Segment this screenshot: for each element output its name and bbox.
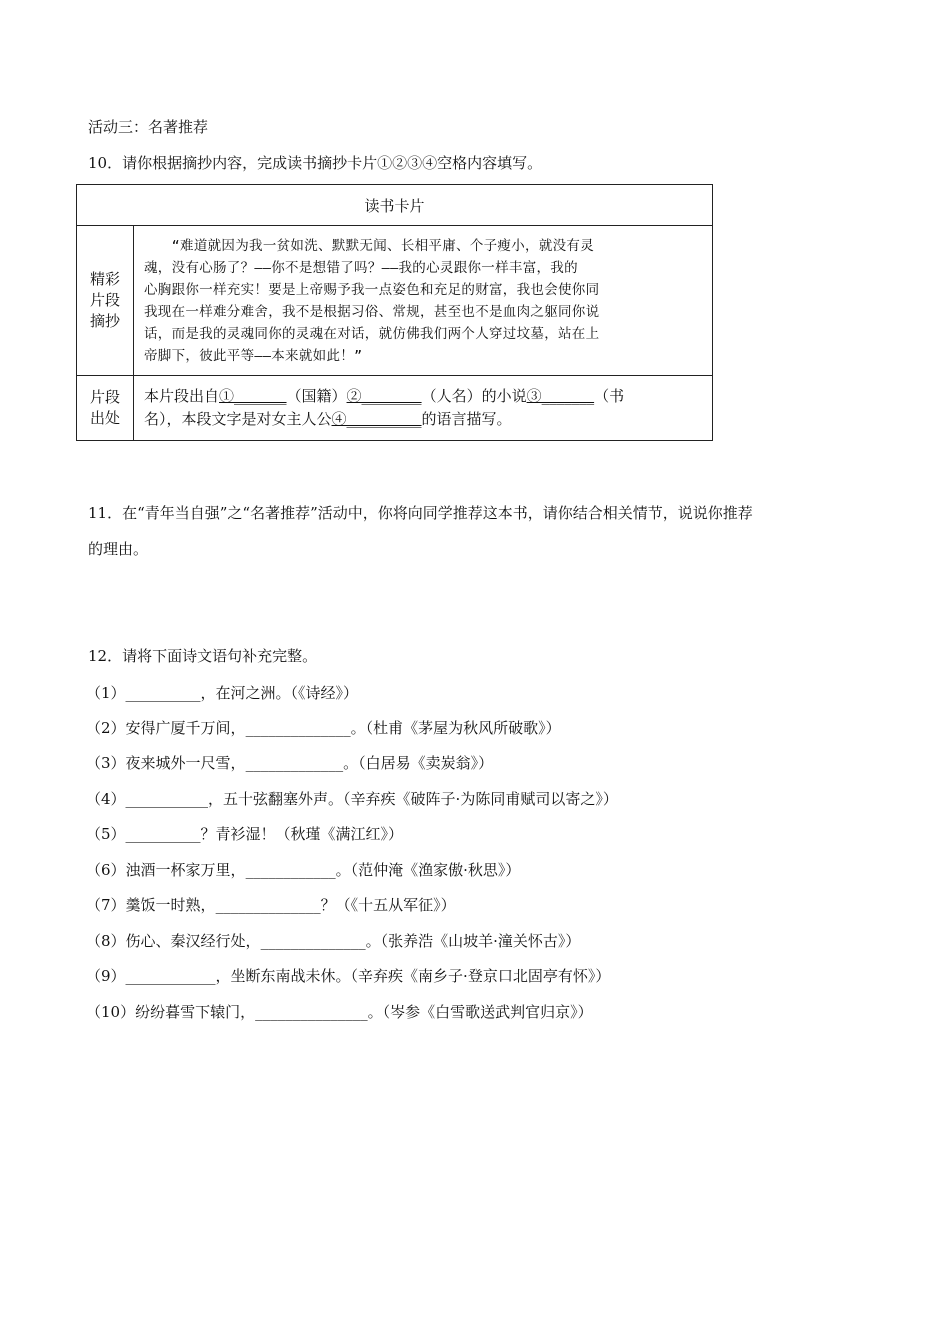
poem-item-blank[interactable]: ____________: [245, 861, 336, 879]
question-11-line-1: 11．在“青年当自强”之“名著推荐”活动中，你将向同学推荐这本书，请你结合相关情节，说说你推荐: [88, 504, 753, 522]
poem-item-suffix: 。（杜甫《茅屋为秋风所破歌》）: [350, 719, 561, 737]
poem-item-prefix: 安得广厦千万间，: [125, 719, 246, 737]
poem-item-suffix: 。（岑参《白雪歌送武判官归京》）: [367, 1003, 593, 1021]
poem-item: [86, 718, 561, 738]
poem-item: [86, 753, 493, 773]
poem-item-blank[interactable]: __________: [125, 684, 201, 702]
poem-item-prefix: 夜来城外一尺雪，: [125, 754, 246, 772]
poem-item-number: （6）: [86, 861, 126, 879]
poem-item-suffix: ，在河之洲。（《诗经》）: [200, 684, 359, 702]
poem-item-prefix: 羹饭一时熟，: [125, 896, 216, 914]
poem-item-suffix: ，坐断东南战未休。（辛弃疾《南乡子·登京口北固亭有怀》）: [215, 967, 611, 985]
excerpt-label-line: 摘抄: [89, 312, 120, 330]
poem-item-number: （1）: [86, 684, 126, 702]
poem-item-suffix: 。（白居易《卖炭翁》）: [343, 754, 494, 772]
poem-item-blank[interactable]: __________: [125, 825, 201, 843]
poem-item-number: （9）: [86, 967, 126, 985]
blank-4-heroine[interactable]: ④__________: [331, 410, 422, 428]
source-label-line: 片段: [89, 388, 120, 406]
poem-item-number: （7）: [86, 896, 126, 914]
poem-item-suffix: ？青衫湿！（秋瑾《满江红》）: [200, 825, 404, 843]
excerpt-label-line: 片段: [89, 291, 120, 309]
poem-item-suffix: 。（张养浩《山坡羊·潼关怀古》）: [365, 932, 581, 950]
poem-item: [86, 966, 610, 986]
reading-card: [76, 184, 713, 441]
poem-item-blank[interactable]: _______________: [255, 1003, 368, 1021]
poem-item-prefix: 浊酒一杯家万里，: [125, 861, 246, 879]
poem-item-blank[interactable]: ______________: [215, 896, 321, 914]
poem-item-suffix: ？（《十五从军征》）: [320, 896, 456, 914]
source-text: [134, 376, 713, 441]
poem-item-number: （10）: [86, 1003, 136, 1021]
poem-item: [86, 860, 520, 880]
source-text-part: 本片段出自: [144, 387, 220, 405]
poem-item-number: （4）: [86, 790, 126, 808]
source-text-part: （国籍）: [286, 387, 347, 405]
excerpt-line: “难道就因为我一贫如洗、默默无闻、长相平庸、个子瘦小，就没有灵: [144, 237, 595, 254]
source-text-part: （书: [594, 387, 625, 405]
poem-item-blank[interactable]: ______________: [260, 932, 366, 950]
poem-item-prefix: 纷纷暮雪下辕门，: [135, 1003, 256, 1021]
poem-item-prefix: 伤心、秦汉经行处，: [125, 932, 261, 950]
poem-item-blank[interactable]: _____________: [245, 754, 344, 772]
blank-3-book[interactable]: ③_______: [526, 387, 595, 405]
activity-title: 活动三：名著推荐: [88, 118, 209, 136]
question-10-stem: 10．请你根据摘抄内容，完成读书摘抄卡片①②③④空格内容填写。: [88, 154, 543, 172]
source-label-line: 出处: [89, 409, 120, 427]
excerpt-line: 帝脚下，彼此平等——本来就如此！”: [144, 347, 363, 364]
excerpt-label: [77, 226, 134, 376]
source-label: [77, 376, 134, 441]
poem-item: [86, 1002, 593, 1022]
poem-item: [86, 789, 618, 809]
excerpt-label-line: 精彩: [89, 270, 120, 288]
poem-item-number: （5）: [86, 825, 126, 843]
blank-2-author[interactable]: ②________: [346, 387, 422, 405]
excerpt-line: 话，而是我的灵魂同你的灵魂在对话，就仿佛我们两个人穿过坟墓，站在上: [144, 325, 600, 342]
question-12-stem: 12．请将下面诗文语句补充完整。: [88, 647, 318, 665]
poem-item-suffix: ，五十弦翻塞外声。（辛弃疾《破阵子·为陈同甫赋司以寄之》）: [208, 790, 618, 808]
poem-item: [86, 683, 358, 703]
poem-item: [86, 895, 456, 915]
card-title: 读书卡片: [77, 185, 713, 226]
poem-item-blank[interactable]: ______________: [245, 719, 351, 737]
question-11-line-2: 的理由。: [88, 540, 149, 558]
poem-item: [86, 931, 580, 951]
source-text-part: 名），本段文字是对女主人公: [144, 410, 332, 428]
source-text-part: 的语言描写。: [421, 410, 512, 428]
poem-item-blank[interactable]: ___________: [125, 790, 209, 808]
excerpt-line: 心胸跟你一样充实！要是上帝赐予我一点姿色和充足的财富，我也会使你同: [144, 281, 600, 298]
blank-1-country[interactable]: ①_______: [219, 387, 287, 405]
excerpt-line: 我现在一样难分难舍，我不是根据习俗、常规，甚至也不是血肉之躯同你说: [144, 303, 600, 320]
source-text-part: （人名）的小说: [421, 387, 527, 405]
excerpt-text: [134, 226, 713, 376]
poem-item-number: （3）: [86, 754, 126, 772]
source-line-2: [144, 408, 702, 431]
poem-item-suffix: 。（范仲淹《渔家傲·秋思》）: [335, 861, 521, 879]
poem-item-number: （2）: [86, 719, 126, 737]
poem-item-blank[interactable]: ____________: [125, 967, 216, 985]
source-line-1: [144, 385, 702, 408]
poem-item: [86, 824, 403, 844]
poem-item-number: （8）: [86, 932, 126, 950]
excerpt-line: 魂，没有心肠了？——你不是想错了吗？——我的心灵跟你一样丰富，我的: [144, 259, 578, 276]
